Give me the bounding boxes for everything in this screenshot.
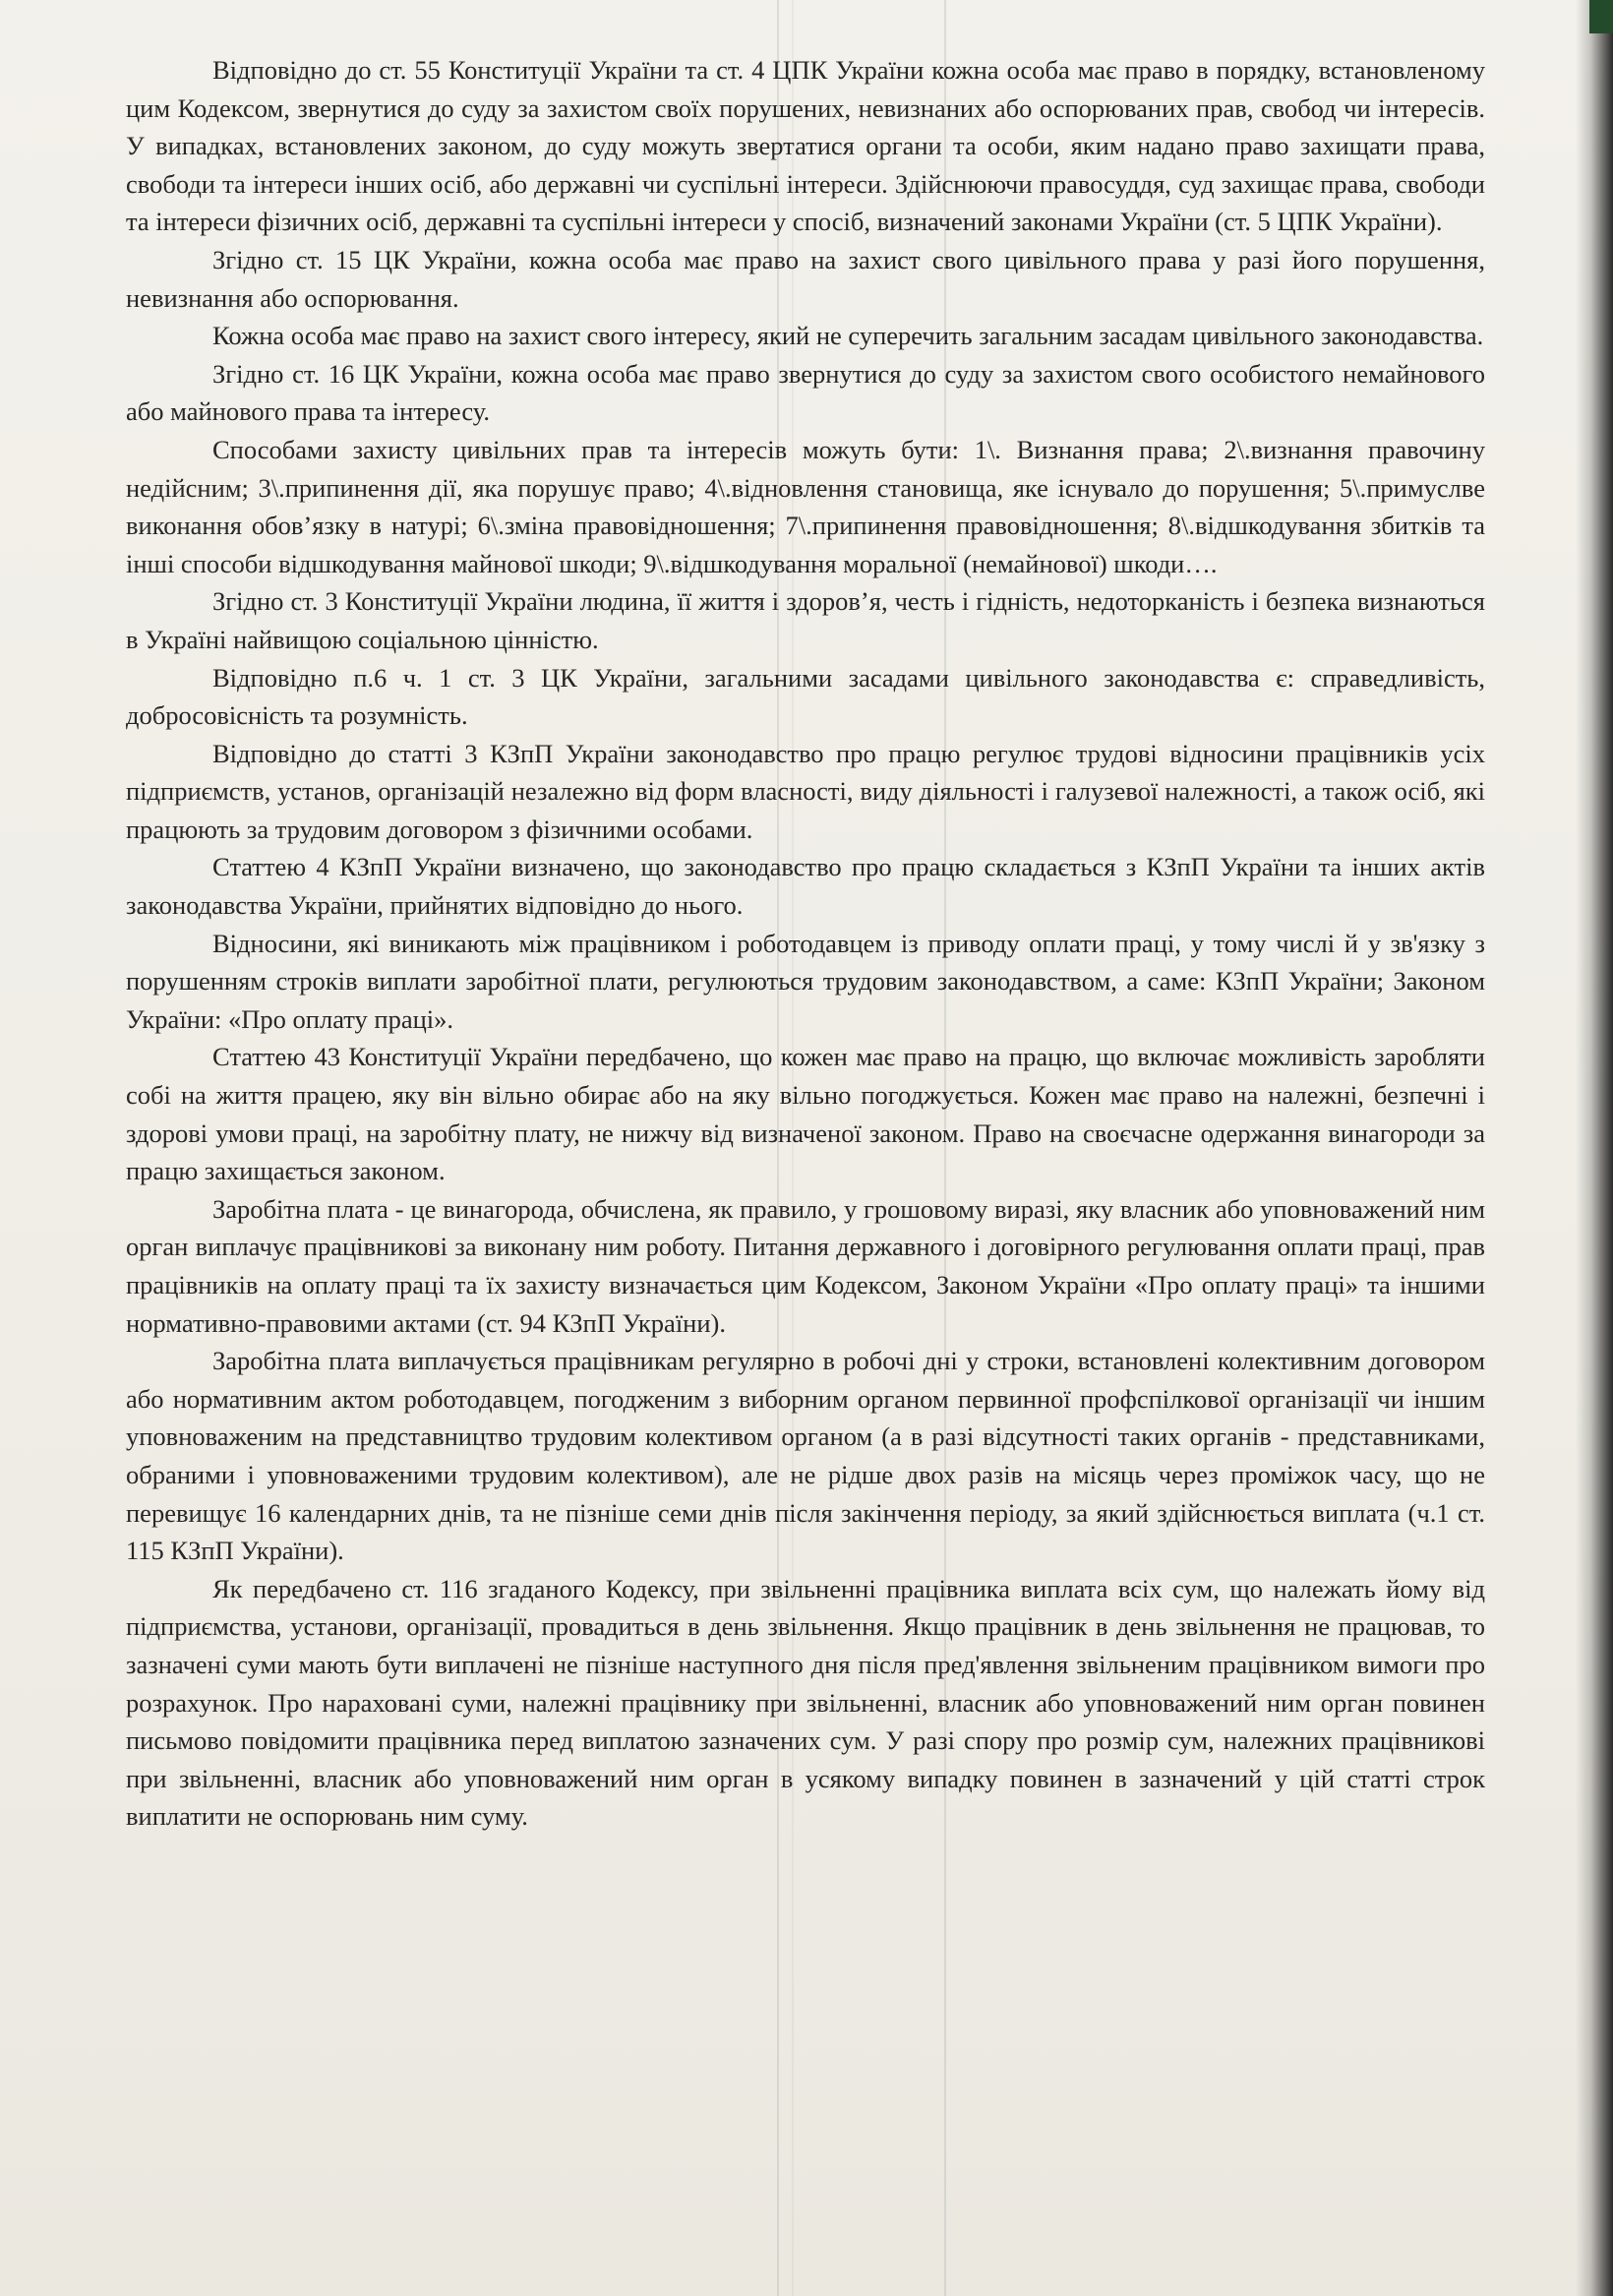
paragraph: Статтею 4 КЗпП України визначено, що законодавство про працю складається з КЗпП України та інших актів законодавства України, прийнятих відповідно до нього. [126,852,1485,921]
paragraph: Згідно ст. 3 Конституції України людина, її життя і здоров’я, честь і гідність, недоторканість і безпека визнаються в Україні найвищою соціальною цінністю. [126,586,1485,654]
paragraph: Відносини, які виникають між працівником і роботодавцем із приводу оплати праці, у тому числі й у зв'язку з порушенням строків виплати заробітної плати, регулюються трудовим законодавством, а саме: КЗпП України; Законом України: «Про оплату праці». [126,928,1485,1034]
paragraph: Згідно ст. 16 ЦК України, кожна особа має право звернутися до суду за захистом свого особистого немайнового або майнового права та інтересу. [126,358,1485,427]
paragraph: Як передбачено ст. 116 згаданого Кодексу, при звільненні працівника виплата всіх сум, що належать йому від підприємства, установи, організації, провадиться в день звільнення. Якщо працівник в день звільнення не працював, то зазначені суми мають бути виплачені не пізніше наступного дня після пред'явлення звільненим працівником вимоги про розрахунок. Про нараховані суми, належні працівнику при звільненні, власник або уповноважений ним орган повинен письмово повідомити працівника перед виплатою зазначених сум. У разі спору про розмір сум, належних працівникові при звільненні, власник або уповноважений ним орган в усякому випадку повинен в зазначений у цій статті строк виплатити не оспорювань ним суму. [126,1573,1485,1832]
paragraph: Статтею 43 Конституції України передбачено, що кожен має право на працю, що включає можливість заробляти собі на життя працею, яку він вільно обирає або на яку вільно погоджується. Кожен має право на належні, безпечні і здорові умови праці, на заробітну плату, не нижчу від визначеної законом. Право на своєчасне одержання винагороди за працю захищається законом. [126,1042,1485,1186]
scan-corner [1589,0,1613,33]
paragraph: Відповідно до статті 3 КЗпП України законодавство про працю регулює трудові відносини працівників усіх підприємств, установ, організацій незалежно від форм власності, виду діяльності і галузевої належності, а також осіб, які працюють за трудовим договором з фізичними особами. [126,738,1485,844]
paragraph: Згідно ст. 15 ЦК України, кожна особа має право на захист свого цивільного права у разі його порушення, невизнання або оспорювання. [126,244,1485,313]
paragraph: Кожна особа має право на захист свого інтересу, який не суперечить загальним засадам цивільного законодавства. [212,321,1484,351]
paragraph: Відповідно до ст. 55 Конституції України та ст. 4 ЦПК України кожна особа має право в порядку, встановленому цим Кодексом, звернутися до суду за захистом своїх порушених, невизнаних або оспорюваних прав, свобод чи інтересів. У випадках, встановлених законом, до суду можуть звертатися органи та особи, яким надано право захищати права, свободи та інтереси інших осіб, або державні чи суспільні інтереси. Здійснюючи правосуддя, суд захищає права, свободи та інтереси фізичних осіб, державні та суспільні інтереси у спосіб, визначений законами України (ст. 5 ЦПК України). [126,55,1485,237]
paragraph: Заробітна плата виплачується працівникам регулярно в робочі дні у строки, встановлені колективним договором або нормативним актом роботодавцем, погодженим з виборним органом первинної профспілкової організації чи іншим уповноваженим на представництво трудовим колективом органом (а в разі відсутності таких органів - представниками, обраними і уповноваженими трудовим колективом), але не рідше двох разів на місяць через проміжок часу, що не перевищує 16 календарних днів, та не пізніше семи днів після закінчення періоду, за який здійснюється виплата (ч.1 ст. 115 КЗпП України). [126,1346,1485,1566]
document-body [126,51,1485,1836]
paragraph: Відповідно п.6 ч. 1 ст. 3 ЦК України, загальними засадами цивільного законодавства є: справедливість, добросовісність та розумність. [126,662,1485,731]
paragraph: Заробітна плата - це винагорода, обчислена, як правило, у грошовому виразі, яку власник або уповноважений ним орган виплачує працівникові за виконану ним роботу. Питання державного і договірного регулювання оплати праці, прав працівників на оплату праці та їх захисту визначається цим Кодексом, Законом України «Про оплату праці» та іншими нормативно-правовими актами (ст. 94 КЗпП України). [126,1193,1485,1338]
paragraph: Способами захисту цивільних прав та інтересів можуть бути: 1\. Визнання права; 2\.визнання правочину недійсним; 3\.припинення дії, яка порушує право; 4\.відновлення становища, яке існувало до порушення; 5\.примуслве виконання обов’язку в натурі; 6\.зміна правовідношення; 7\.припинення правовідношення; 8\.відшкодування збитків та інші способи відшкодування майнової шкоди; 9\.відшкодування моральної (немайнової) шкоди…. [126,434,1485,578]
scan-edge-shadow [1576,0,1613,2296]
